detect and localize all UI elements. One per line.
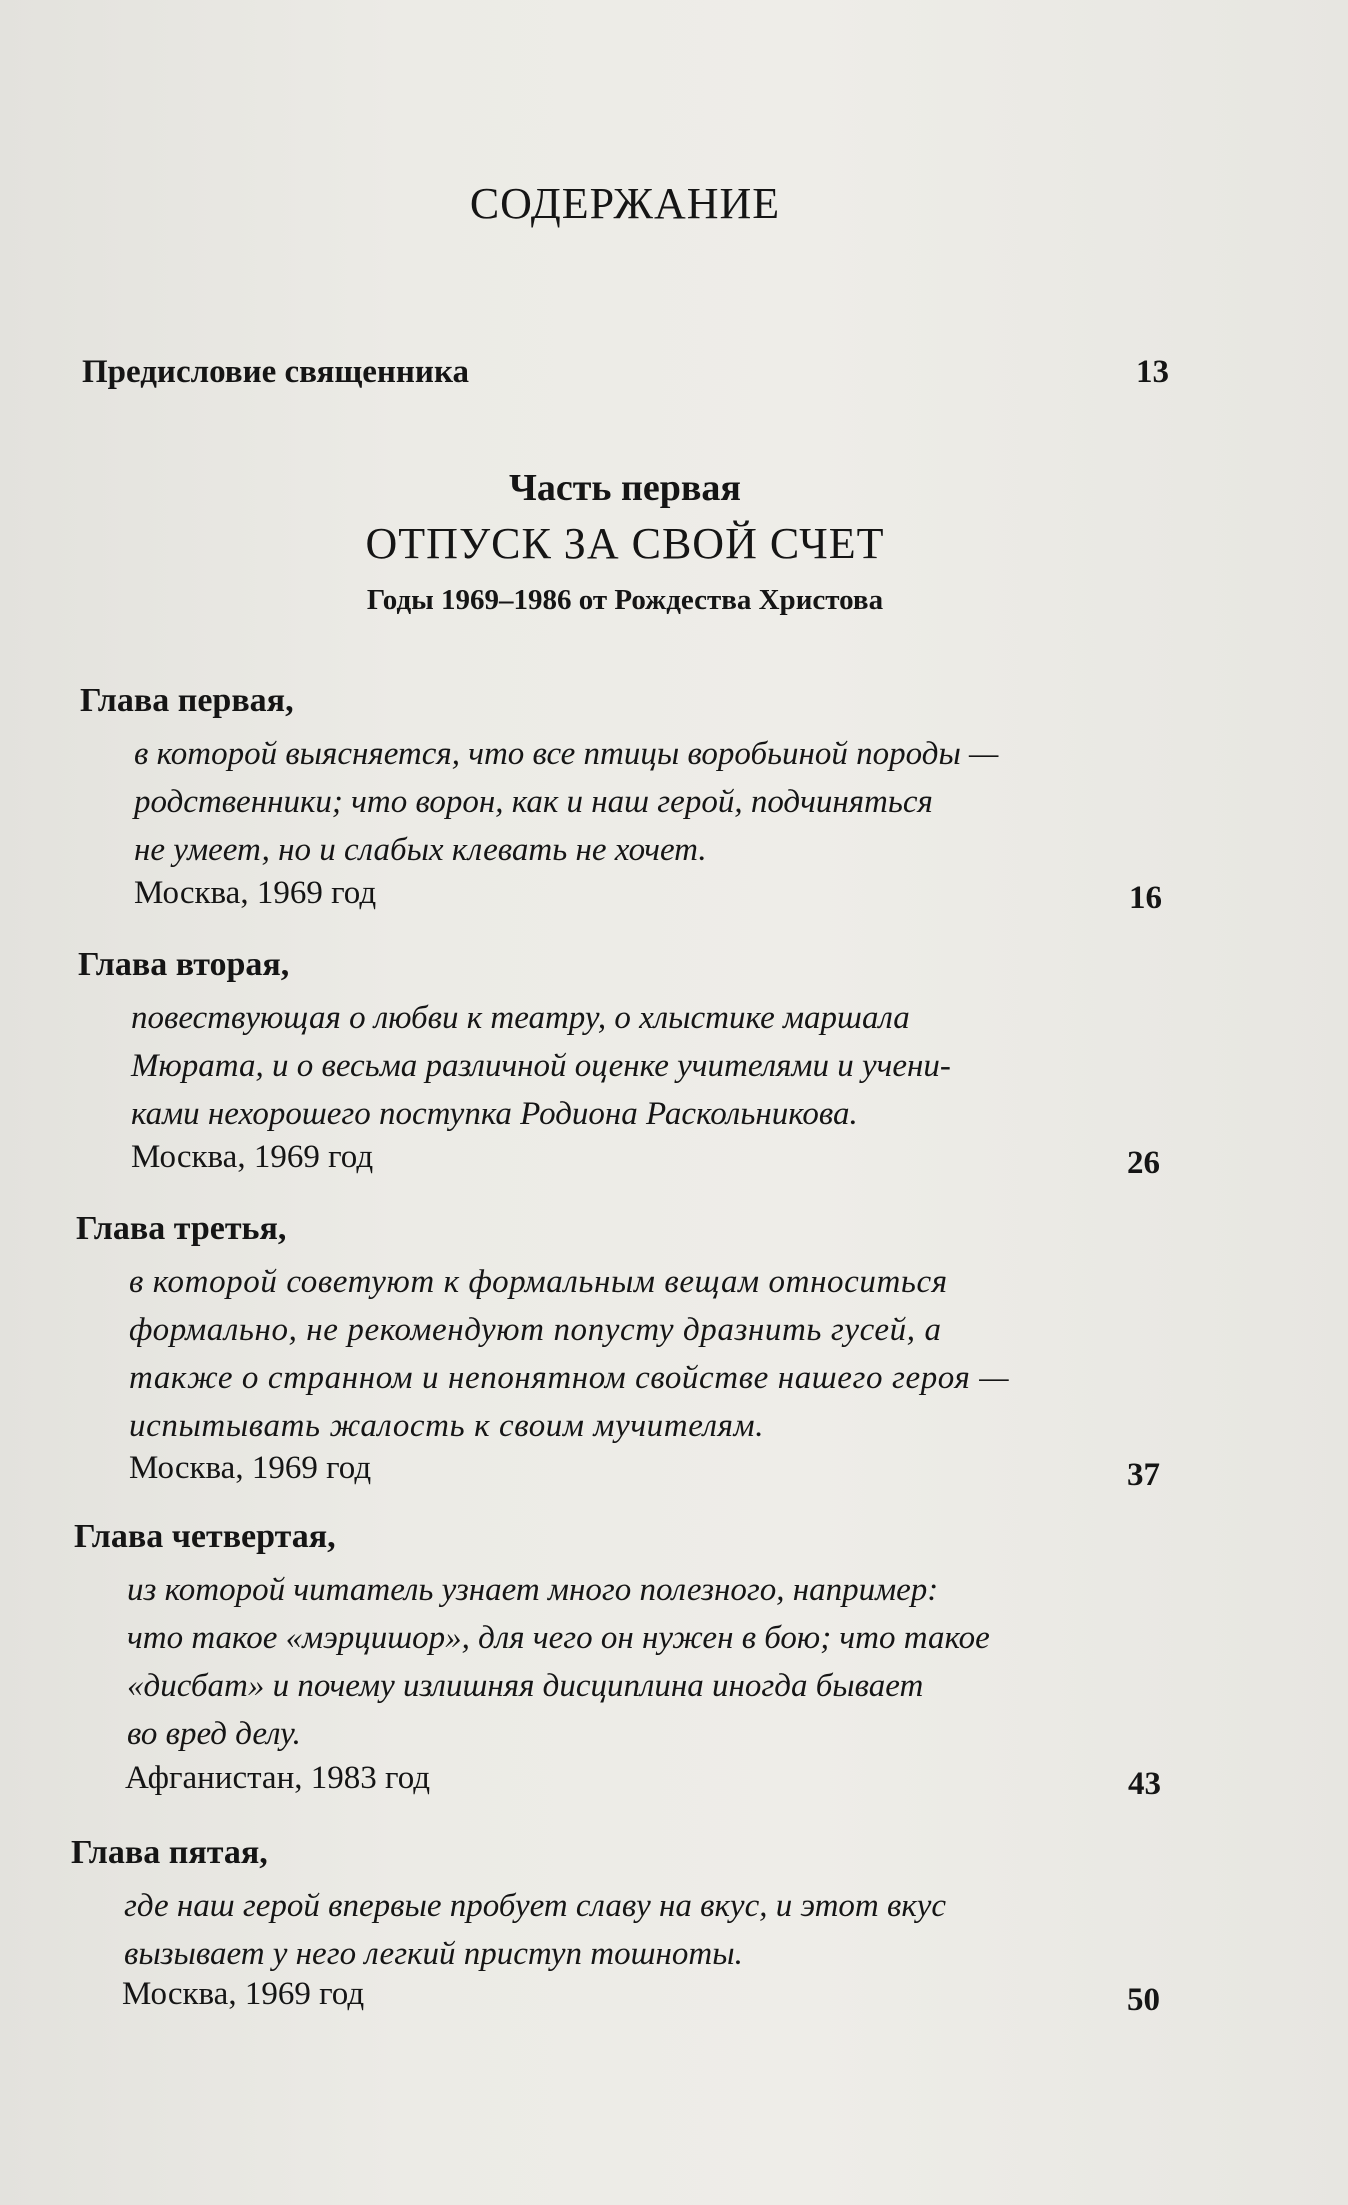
chapter-4-page-number: 43 (1128, 1766, 1161, 1802)
chapter-5-line-1: где наш герой впервые пробует славу на вкус, и этот вкус (124, 1888, 947, 1924)
chapter-2-line-2: Мюрата, и о весьма различной оценке учителями и учени- (131, 1048, 951, 1084)
chapter-3-line-3: также о странном и непонятном свойстве нашего героя — (129, 1360, 1010, 1396)
chapter-3-place-year: Москва, 1969 год (129, 1450, 372, 1486)
chapter-1-line-1: в которой выясняется, что все птицы воробьиной породы — (134, 736, 999, 772)
chapter-3-line-2: формально, не рекомендуют попусту дразнить гусей, а (129, 1312, 942, 1348)
chapter-3-description (129, 1258, 1129, 1450)
chapter-3-page-number: 37 (1127, 1457, 1160, 1493)
chapter-1-line-2: родственники; что ворон, как и наш герой, подчиняться (134, 784, 933, 820)
chapter-3-line-1: в которой советуют к формальным вещам относиться (129, 1264, 948, 1300)
chapter-4-description (127, 1566, 1127, 1758)
chapter-5-place-year: Москва, 1969 год (122, 1976, 365, 2012)
chapter-2-line-3: ками нехорошего поступка Родиона Раскольникова. (131, 1096, 858, 1132)
chapter-1-heading: Глава первая, (80, 682, 294, 719)
chapter-1-page-number: 16 (1129, 880, 1162, 916)
chapter-3-line-4: испытывать жалость к своим мучителям. (129, 1408, 765, 1444)
chapter-1-description (134, 730, 1134, 874)
chapter-5-description (124, 1882, 1124, 1978)
chapter-4-line-2: что такое «мэрцишор», для чего он нужен в бою; что такое (127, 1620, 990, 1656)
chapter-2-description (131, 994, 1131, 1138)
toc-title: СОДЕРЖАНИЕ (469, 179, 781, 228)
chapter-1-place-year: Москва, 1969 год (134, 875, 377, 911)
part-title: ОТПУСК ЗА СВОЙ СЧЕТ (365, 519, 885, 568)
preface-entry-label: Предисловие священника (82, 354, 469, 390)
part-label: Часть первая (509, 467, 741, 509)
chapter-5-heading: Глава пятая, (71, 1834, 268, 1871)
chapter-4-heading: Глава четвертая, (74, 1518, 336, 1555)
chapter-2-place-year: Москва, 1969 год (131, 1139, 374, 1175)
chapter-5-line-2: вызывает у него легкий приступ тошноты. (124, 1936, 743, 1972)
chapter-4-line-4: во вред делу. (127, 1716, 301, 1752)
chapter-4-line-1: из которой читатель узнает много полезного, например: (127, 1572, 939, 1608)
chapter-4-line-3: «дисбат» и почему излишняя дисциплина иногда бывает (127, 1668, 924, 1704)
chapter-2-page-number: 26 (1127, 1145, 1160, 1181)
part-subtitle: Годы 1969–1986 от Рождества Христова (366, 584, 884, 616)
preface-page-number: 13 (1136, 354, 1169, 390)
chapter-2-heading: Глава вторая, (78, 946, 290, 983)
chapter-3-heading: Глава третья, (76, 1210, 287, 1247)
chapter-2-line-1: повествующая о любви к театру, о хлыстике маршала (131, 1000, 910, 1036)
chapter-4-place-year: Афганистан, 1983 год (125, 1760, 431, 1796)
chapter-1-line-3: не умеет, но и слабых клевать не хочет. (134, 832, 707, 868)
chapter-5-page-number: 50 (1127, 1982, 1160, 2018)
